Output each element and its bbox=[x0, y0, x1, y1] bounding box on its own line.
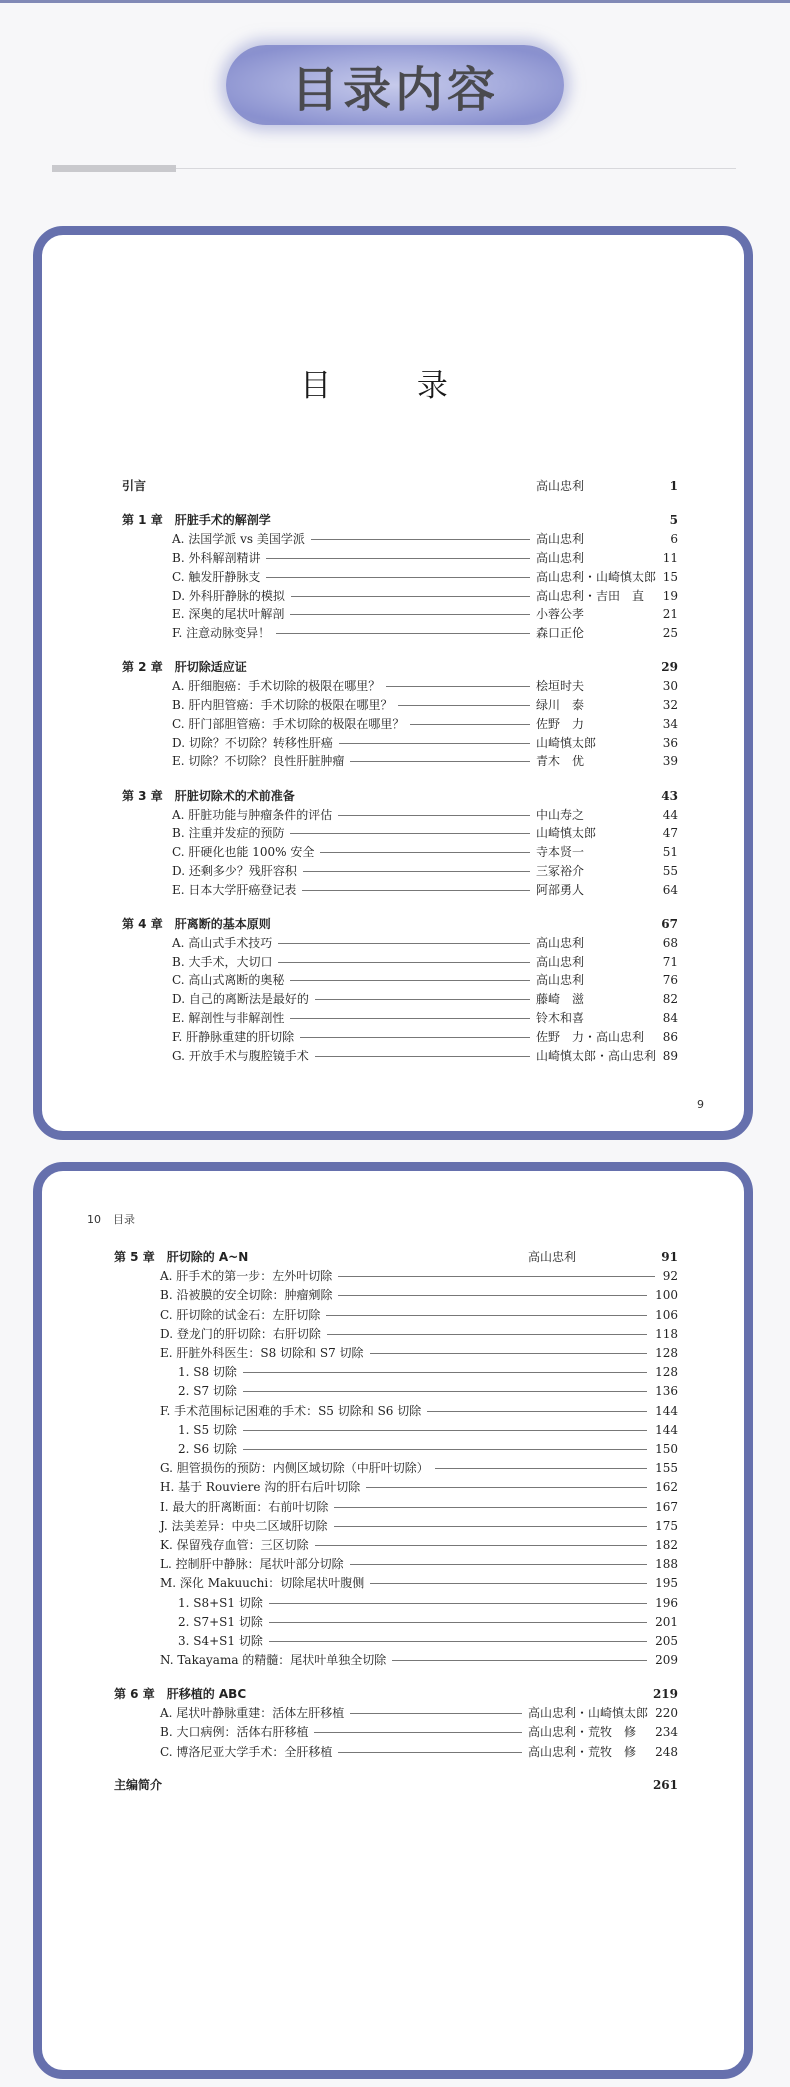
entry-author: 中山寿之 bbox=[536, 807, 585, 822]
chapter-row bbox=[122, 916, 678, 932]
entry-author: 高山忠利 bbox=[536, 973, 585, 988]
leader-line bbox=[290, 1018, 530, 1019]
toc-entry bbox=[160, 1307, 678, 1323]
entry-title: A. 高山式手术技巧 bbox=[172, 935, 273, 950]
entry-author: 高山忠利 bbox=[536, 550, 585, 565]
toc-entry bbox=[172, 569, 678, 585]
toc-entry bbox=[160, 1518, 678, 1534]
entry-author: 高山忠利・山崎慎太郎 bbox=[536, 569, 657, 584]
entry-author: 桧垣时夫 bbox=[536, 679, 585, 694]
entry-title: B. 肝内胆管癌：手术切除的极限在哪里？ bbox=[172, 698, 393, 712]
entry-author: 山崎慎太郎・高山忠利 bbox=[536, 1048, 657, 1063]
entry-title: G. 胆管损伤的预防：内侧区域切除（中肝叶切除） bbox=[160, 1461, 429, 1476]
entry-title: 第 2 章 肝切除适应证 bbox=[122, 660, 247, 675]
entry-page: 34 bbox=[662, 716, 678, 731]
entry-title: C. 肝门部胆管癌：手术切除的极限在哪里？ bbox=[172, 716, 405, 731]
toc-entry bbox=[172, 863, 678, 879]
leader-line bbox=[269, 1641, 647, 1642]
entry-page: 32 bbox=[662, 698, 678, 712]
entry-page: 84 bbox=[662, 1011, 678, 1025]
toc-entry bbox=[172, 531, 678, 547]
toc-title: 目 录 bbox=[300, 368, 486, 404]
entry-title: C. 肝硬化也能 100% 安全 bbox=[172, 845, 315, 860]
toc-entry bbox=[172, 606, 678, 622]
entry-title: A. 肝手术的第一步：左外叶切除 bbox=[160, 1269, 333, 1284]
entry-page: 175 bbox=[655, 1518, 678, 1533]
entry-title: A. 肝细胞癌：手术切除的极限在哪里？ bbox=[172, 679, 381, 694]
toc-entry bbox=[172, 1029, 678, 1045]
leader-line bbox=[315, 1056, 530, 1057]
entry-page: 205 bbox=[655, 1634, 678, 1648]
entry-title: E. 深奥的尾状叶解剖 bbox=[172, 607, 285, 622]
toc-entry bbox=[178, 1422, 678, 1438]
entry-title: E. 切除？不切除？良性肝脏肿瘤 bbox=[172, 754, 345, 769]
toc-page-2 bbox=[33, 1162, 753, 2079]
chapter-row bbox=[122, 788, 678, 804]
entry-page: 261 bbox=[652, 1778, 678, 1793]
entry-title: 3. S4+S1 切除 bbox=[178, 1634, 263, 1648]
entry-page: 195 bbox=[655, 1576, 678, 1591]
entry-author: 铃木和喜 bbox=[536, 1011, 585, 1025]
entry-author: 小蓉公孝 bbox=[536, 607, 585, 622]
entry-title: D. 切除？不切除？转移性肝癌 bbox=[172, 735, 333, 750]
entry-page: 71 bbox=[662, 954, 678, 969]
entry-author: 高山忠利 bbox=[536, 935, 585, 950]
entry-page: 51 bbox=[662, 845, 678, 860]
entry-page: 36 bbox=[662, 735, 678, 750]
leader-line bbox=[278, 943, 530, 944]
toc-entry bbox=[172, 753, 678, 769]
leader-line bbox=[392, 1660, 647, 1661]
entry-title: E. 肝脏外科医生：S8 切除和 S7 切除 bbox=[160, 1346, 364, 1360]
entry-page: 55 bbox=[662, 863, 678, 878]
entry-title: 2. S7 切除 bbox=[178, 1384, 237, 1399]
toc-entry bbox=[178, 1441, 678, 1457]
toc-entry bbox=[172, 972, 678, 988]
entry-author: 高山忠利 bbox=[536, 954, 585, 969]
toc-entry bbox=[172, 678, 678, 694]
toc-entry bbox=[160, 1268, 678, 1284]
toc-entry bbox=[172, 991, 678, 1007]
toc-entry bbox=[160, 1575, 678, 1591]
leader-line bbox=[269, 1622, 647, 1623]
entry-title: E. 日本大学肝癌登记表 bbox=[172, 882, 297, 897]
leader-line bbox=[370, 1353, 647, 1354]
leader-line bbox=[334, 1507, 647, 1508]
toc-entry bbox=[160, 1537, 678, 1553]
page-header bbox=[87, 1211, 147, 1227]
toc-entry bbox=[172, 697, 678, 713]
entry-title: 主编简介 bbox=[114, 1778, 163, 1793]
entry-title: A. 尾状叶静脉重建：活体左肝移植 bbox=[160, 1706, 345, 1721]
entry-title: D. 自己的离断法是最好的 bbox=[172, 992, 309, 1007]
entry-title: A. 肝脏功能与肿瘤条件的评估 bbox=[172, 807, 333, 822]
leader-line bbox=[315, 999, 530, 1000]
entry-title: 1. S8 切除 bbox=[178, 1365, 237, 1380]
toc-entry bbox=[160, 1287, 678, 1303]
chapter-row bbox=[114, 1686, 678, 1702]
entry-page: 47 bbox=[662, 826, 678, 841]
toc-entry bbox=[172, 550, 678, 566]
entry-page: 39 bbox=[662, 754, 678, 769]
entry-page: 162 bbox=[655, 1480, 678, 1495]
entry-title: A. 法国学派 vs 美国学派 bbox=[172, 532, 305, 547]
entry-page: 100 bbox=[655, 1288, 678, 1303]
leader-line bbox=[315, 1545, 647, 1546]
entry-page: 67 bbox=[661, 917, 678, 931]
leader-line bbox=[386, 686, 530, 687]
toc-entry bbox=[172, 844, 678, 860]
banner-title: 目录内容 bbox=[290, 61, 499, 118]
entry-title: 2. S7+S1 切除 bbox=[178, 1614, 263, 1629]
entry-page: 86 bbox=[662, 1029, 678, 1044]
toc-entry bbox=[172, 954, 678, 970]
leader-line bbox=[338, 1295, 647, 1296]
entry-page: 155 bbox=[655, 1461, 678, 1476]
toc-entry bbox=[172, 735, 678, 751]
toc-entry bbox=[172, 1010, 678, 1026]
toc-entry bbox=[160, 1724, 678, 1740]
entry-page: 91 bbox=[661, 1250, 678, 1264]
leader-line bbox=[290, 980, 530, 981]
entry-author: 山崎慎太郎 bbox=[536, 826, 597, 841]
leader-line bbox=[327, 1334, 647, 1335]
toc-entry bbox=[178, 1383, 678, 1399]
entry-title: 第 3 章 肝脏切除术的术前准备 bbox=[122, 788, 295, 803]
entry-author: 高山忠利 bbox=[536, 532, 585, 547]
entry-page: 25 bbox=[662, 626, 678, 641]
toc-entry bbox=[160, 1460, 678, 1476]
entry-page: 15 bbox=[662, 569, 678, 584]
toc-entry bbox=[172, 1048, 678, 1064]
leader-line bbox=[300, 1037, 530, 1038]
toc-entry bbox=[172, 882, 678, 898]
entry-page: 136 bbox=[655, 1384, 678, 1399]
leader-line bbox=[427, 1411, 647, 1412]
toc-page-1 bbox=[33, 226, 753, 1140]
leader-line bbox=[266, 577, 530, 578]
entry-page: 234 bbox=[655, 1725, 678, 1740]
entry-page: 188 bbox=[655, 1557, 678, 1572]
entry-page: 209 bbox=[655, 1653, 678, 1668]
header-label: 目录 bbox=[113, 1213, 135, 1226]
entry-page: 76 bbox=[662, 973, 678, 988]
toc-entry bbox=[172, 588, 678, 604]
toc-entry bbox=[160, 1326, 678, 1342]
leader-line bbox=[276, 633, 530, 634]
top-border bbox=[0, 0, 790, 3]
entry-title: B. 外科解剖精讲 bbox=[172, 550, 261, 565]
leader-line bbox=[290, 614, 530, 615]
toc-entry bbox=[160, 1744, 678, 1760]
entry-page: 64 bbox=[662, 882, 678, 897]
toc-entry bbox=[172, 935, 678, 951]
entry-author: 高山忠利・吉田 直 bbox=[536, 588, 645, 603]
leader-line bbox=[334, 1526, 647, 1527]
chapter-row bbox=[122, 659, 678, 675]
entry-page: 29 bbox=[661, 660, 678, 675]
leader-line bbox=[320, 852, 530, 853]
entry-title: B. 大手术，大切口 bbox=[172, 954, 273, 969]
leader-line bbox=[266, 558, 530, 559]
leader-line bbox=[350, 1713, 522, 1714]
entry-title: 第 6 章 肝移植的 ABC bbox=[114, 1686, 247, 1701]
entry-author: 佐野 力 bbox=[536, 716, 585, 731]
toc-entry bbox=[178, 1364, 678, 1380]
leader-line bbox=[339, 743, 530, 744]
header-page-number: 10 bbox=[87, 1213, 101, 1226]
page-number: 9 bbox=[697, 1098, 704, 1111]
entry-title: C. 肝切除的试金石：左肝切除 bbox=[160, 1307, 321, 1322]
entry-title: 2. S6 切除 bbox=[178, 1442, 237, 1456]
entry-page: 1 bbox=[669, 479, 678, 493]
entry-title: M. 深化 Makuuchi：切除尾状叶腹侧 bbox=[160, 1576, 365, 1591]
entry-page: 201 bbox=[655, 1614, 678, 1629]
toc-entry bbox=[160, 1479, 678, 1495]
toc-entry bbox=[172, 825, 678, 841]
entry-author: 高山忠利 bbox=[536, 479, 585, 493]
entry-page: 128 bbox=[655, 1365, 678, 1380]
entry-title: 1. S5 切除 bbox=[178, 1422, 237, 1437]
entry-title: H. 基于 Rouviere 沟的肝右后叶切除 bbox=[160, 1480, 361, 1495]
leader-line bbox=[243, 1430, 647, 1431]
leader-line bbox=[338, 1752, 522, 1753]
leader-line bbox=[435, 1468, 647, 1469]
toc-entry bbox=[172, 807, 678, 823]
entry-page: 43 bbox=[661, 788, 678, 803]
leader-line bbox=[243, 1449, 647, 1450]
entry-page: 44 bbox=[662, 807, 678, 822]
entry-page: 11 bbox=[662, 550, 678, 565]
entry-title: I. 最大的肝离断面：右前叶切除 bbox=[160, 1499, 329, 1514]
entry-title: J. 法美差异：中央二区域肝切除 bbox=[160, 1518, 328, 1533]
entry-title: L. 控制肝中静脉：尾状叶部分切除 bbox=[160, 1557, 344, 1572]
entry-page: 118 bbox=[655, 1326, 678, 1341]
entry-title: D. 登龙门的肝切除：右肝切除 bbox=[160, 1326, 321, 1341]
chapter-row bbox=[114, 1777, 678, 1793]
entry-page: 144 bbox=[655, 1422, 678, 1437]
leader-line bbox=[290, 833, 530, 834]
toc-entry bbox=[160, 1345, 678, 1361]
toc-entry bbox=[160, 1705, 678, 1721]
toc-entry bbox=[172, 625, 678, 641]
chapter-row bbox=[114, 1249, 678, 1265]
entry-author: 阿部勇人 bbox=[536, 882, 585, 897]
toc-entry bbox=[160, 1652, 678, 1668]
entry-author: 藤崎 滋 bbox=[536, 992, 585, 1007]
entry-page: 68 bbox=[662, 935, 678, 950]
entry-page: 89 bbox=[662, 1048, 678, 1063]
leader-line bbox=[243, 1372, 647, 1373]
divider-accent bbox=[52, 165, 176, 172]
entry-page: 30 bbox=[662, 679, 678, 694]
toc-entry bbox=[160, 1556, 678, 1572]
entry-title: C. 触发肝静脉支 bbox=[172, 569, 261, 584]
leader-line bbox=[326, 1315, 647, 1316]
leader-line bbox=[269, 1603, 647, 1604]
leader-line bbox=[311, 539, 530, 540]
chapter-row bbox=[122, 478, 678, 494]
entry-title: F. 肝静脉重建的肝切除 bbox=[172, 1029, 295, 1044]
entry-page: 219 bbox=[652, 1686, 678, 1701]
entry-author: 高山忠利・荒牧 修 bbox=[528, 1744, 637, 1759]
entry-page: 248 bbox=[655, 1744, 678, 1759]
entry-page: 150 bbox=[655, 1442, 678, 1456]
toc-entry bbox=[178, 1633, 678, 1649]
leader-line bbox=[302, 890, 530, 891]
entry-page: 182 bbox=[655, 1538, 678, 1552]
entry-author: 高山忠利・山崎慎太郎 bbox=[528, 1706, 649, 1721]
entry-author: 高山忠利・荒牧 修 bbox=[528, 1725, 637, 1740]
entry-title: C. 博洛尼亚大学手术：全肝移植 bbox=[160, 1744, 333, 1759]
entry-title: B. 沿被膜的安全切除：肿瘤剜除 bbox=[160, 1288, 333, 1303]
entry-title: D. 外科肝静脉的模拟 bbox=[172, 588, 285, 603]
entry-title: E. 解剖性与非解剖性 bbox=[172, 1011, 285, 1025]
leader-line bbox=[291, 596, 530, 597]
entry-title: K. 保留残存血管：三区切除 bbox=[160, 1538, 309, 1552]
toc-entry bbox=[178, 1614, 678, 1630]
entry-title: B. 注重并发症的预防 bbox=[172, 826, 285, 841]
leader-line bbox=[243, 1391, 647, 1392]
leader-line bbox=[303, 871, 530, 872]
entry-title: 第 4 章 肝离断的基本原则 bbox=[122, 917, 271, 931]
entry-author: 山崎慎太郎 bbox=[536, 735, 597, 750]
entry-page: 106 bbox=[655, 1307, 678, 1322]
entry-page: 128 bbox=[655, 1346, 678, 1360]
entry-author: 高山忠利 bbox=[528, 1250, 577, 1264]
leader-line bbox=[366, 1487, 647, 1488]
entry-page: 144 bbox=[655, 1403, 678, 1418]
toc-entry bbox=[178, 1595, 678, 1611]
entry-page: 196 bbox=[655, 1595, 678, 1610]
leader-line bbox=[398, 705, 530, 706]
entry-title: 第 1 章 肝脏手术的解剖学 bbox=[122, 513, 271, 528]
entry-title: 1. S8+S1 切除 bbox=[178, 1595, 263, 1610]
entry-page: 167 bbox=[655, 1499, 678, 1514]
leader-line bbox=[314, 1732, 522, 1733]
entry-title: G. 开放手术与腹腔镜手术 bbox=[172, 1048, 309, 1063]
entry-author: 绿川 泰 bbox=[536, 698, 585, 712]
leader-line bbox=[410, 724, 530, 725]
leader-line bbox=[338, 815, 530, 816]
entry-title: F. 手术范围标记困难的手术：S5 切除和 S6 切除 bbox=[160, 1403, 422, 1418]
entry-author: 青木 优 bbox=[536, 754, 585, 769]
entry-title: D. 还剩多少？残肝容积 bbox=[172, 863, 297, 878]
toc-entry bbox=[160, 1499, 678, 1515]
leader-line bbox=[338, 1276, 655, 1277]
entry-title: 第 5 章 肝切除的 A~N bbox=[114, 1250, 249, 1264]
toc-entry bbox=[172, 716, 678, 732]
entry-page: 220 bbox=[655, 1706, 678, 1721]
entry-author: 寺本贤一 bbox=[536, 845, 585, 860]
entry-page: 19 bbox=[662, 588, 678, 603]
entry-title: C. 高山式离断的奥秘 bbox=[172, 973, 285, 988]
entry-title: 引言 bbox=[122, 479, 147, 493]
entry-title: N. Takayama 的精髓：尾状叶单独全切除 bbox=[160, 1653, 387, 1668]
entry-page: 21 bbox=[662, 607, 678, 622]
entry-author: 森口正伦 bbox=[536, 626, 585, 641]
leader-line bbox=[370, 1583, 647, 1584]
toc-entry bbox=[160, 1403, 678, 1419]
leader-line bbox=[350, 761, 530, 762]
entry-page: 5 bbox=[669, 513, 678, 528]
entry-page: 82 bbox=[662, 992, 678, 1007]
banner bbox=[226, 45, 564, 125]
entry-title: F. 注意动脉变异！ bbox=[172, 626, 271, 641]
leader-line bbox=[278, 962, 530, 963]
entry-page: 92 bbox=[662, 1269, 678, 1284]
entry-author: 三冢裕介 bbox=[536, 863, 585, 878]
chapter-row bbox=[122, 512, 678, 528]
leader-line bbox=[350, 1564, 647, 1565]
entry-author: 佐野 力・高山忠利 bbox=[536, 1029, 645, 1044]
entry-title: B. 大口病例：活体右肝移植 bbox=[160, 1725, 309, 1740]
entry-page: 6 bbox=[670, 532, 678, 547]
